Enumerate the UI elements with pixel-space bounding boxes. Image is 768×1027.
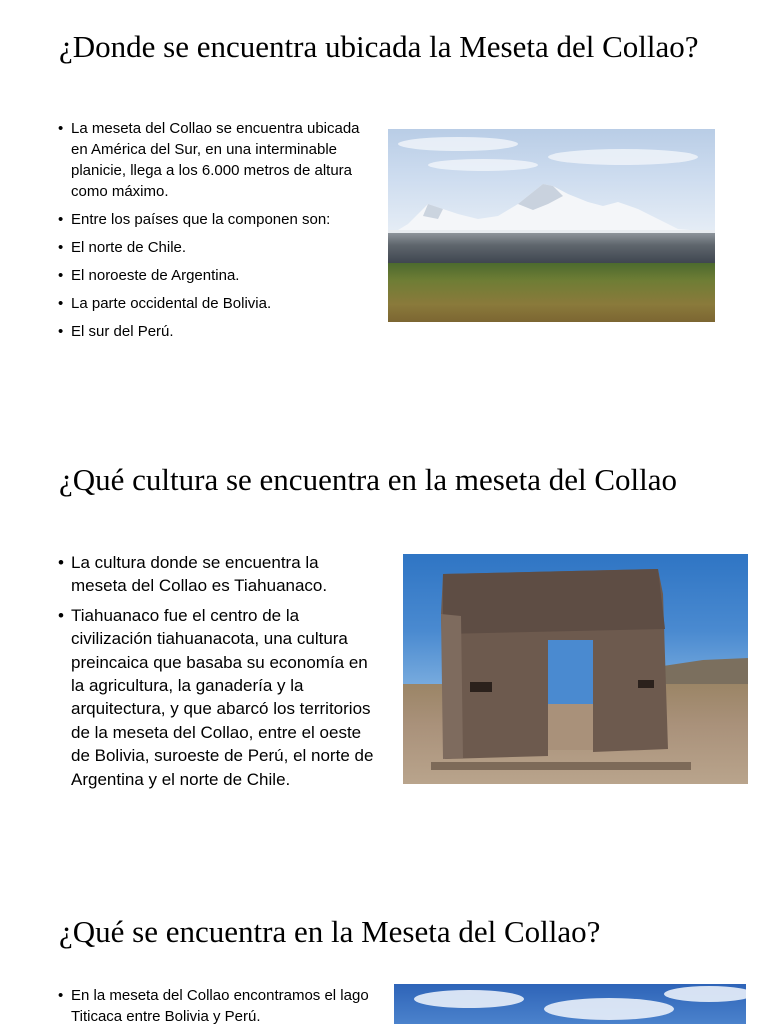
list-item: • La meseta del Collao se encuentra ubicada en América del Sur, en una interminable planicie, llega a los 6.000 metros de altura como máximo.	[58, 118, 376, 202]
section-2-title: ¿Qué cultura se encuentra en la meseta del Collao	[59, 462, 678, 497]
list-item: • La parte occidental de Bolivia.	[58, 293, 376, 314]
list-item: • Entre los países que la componen son:	[58, 209, 376, 230]
section-2-bullet-list	[58, 551, 376, 797]
section-3-bullet-list	[58, 985, 378, 1027]
gate-of-the-sun-photo	[403, 554, 748, 784]
list-item: • El noroeste de Argentina.	[58, 265, 376, 286]
list-item: • Tiahuanaco fue el centro de la civilización tiahuanacota, una cultura preincaica que basaba su economía en la agricultura, la ganadería y la arquitectura, y que abarcó los territorios de la meseta del Collao, entre el oeste de Bolivia, suroeste de Perú, el norte de Argentina y el norte de Chile.	[58, 604, 376, 791]
section-3-title: ¿Qué se encuentra en la Meseta del Collao?	[59, 914, 601, 949]
altiplano-mountain-photo	[388, 129, 715, 322]
section-1-title: ¿Donde se encuentra ubicada la Meseta del Collao?	[59, 29, 699, 64]
list-item: • En la meseta del Collao encontramos el lago Titicaca entre Bolivia y Perú.	[58, 985, 378, 1027]
sky-clouds-photo	[394, 984, 746, 1024]
list-item: • El norte de Chile.	[58, 237, 376, 258]
section-1-bullet-list	[58, 118, 376, 349]
list-item: • El sur del Perú.	[58, 321, 376, 342]
list-item: • La cultura donde se encuentra la meseta del Collao es Tiahuanaco.	[58, 551, 376, 598]
